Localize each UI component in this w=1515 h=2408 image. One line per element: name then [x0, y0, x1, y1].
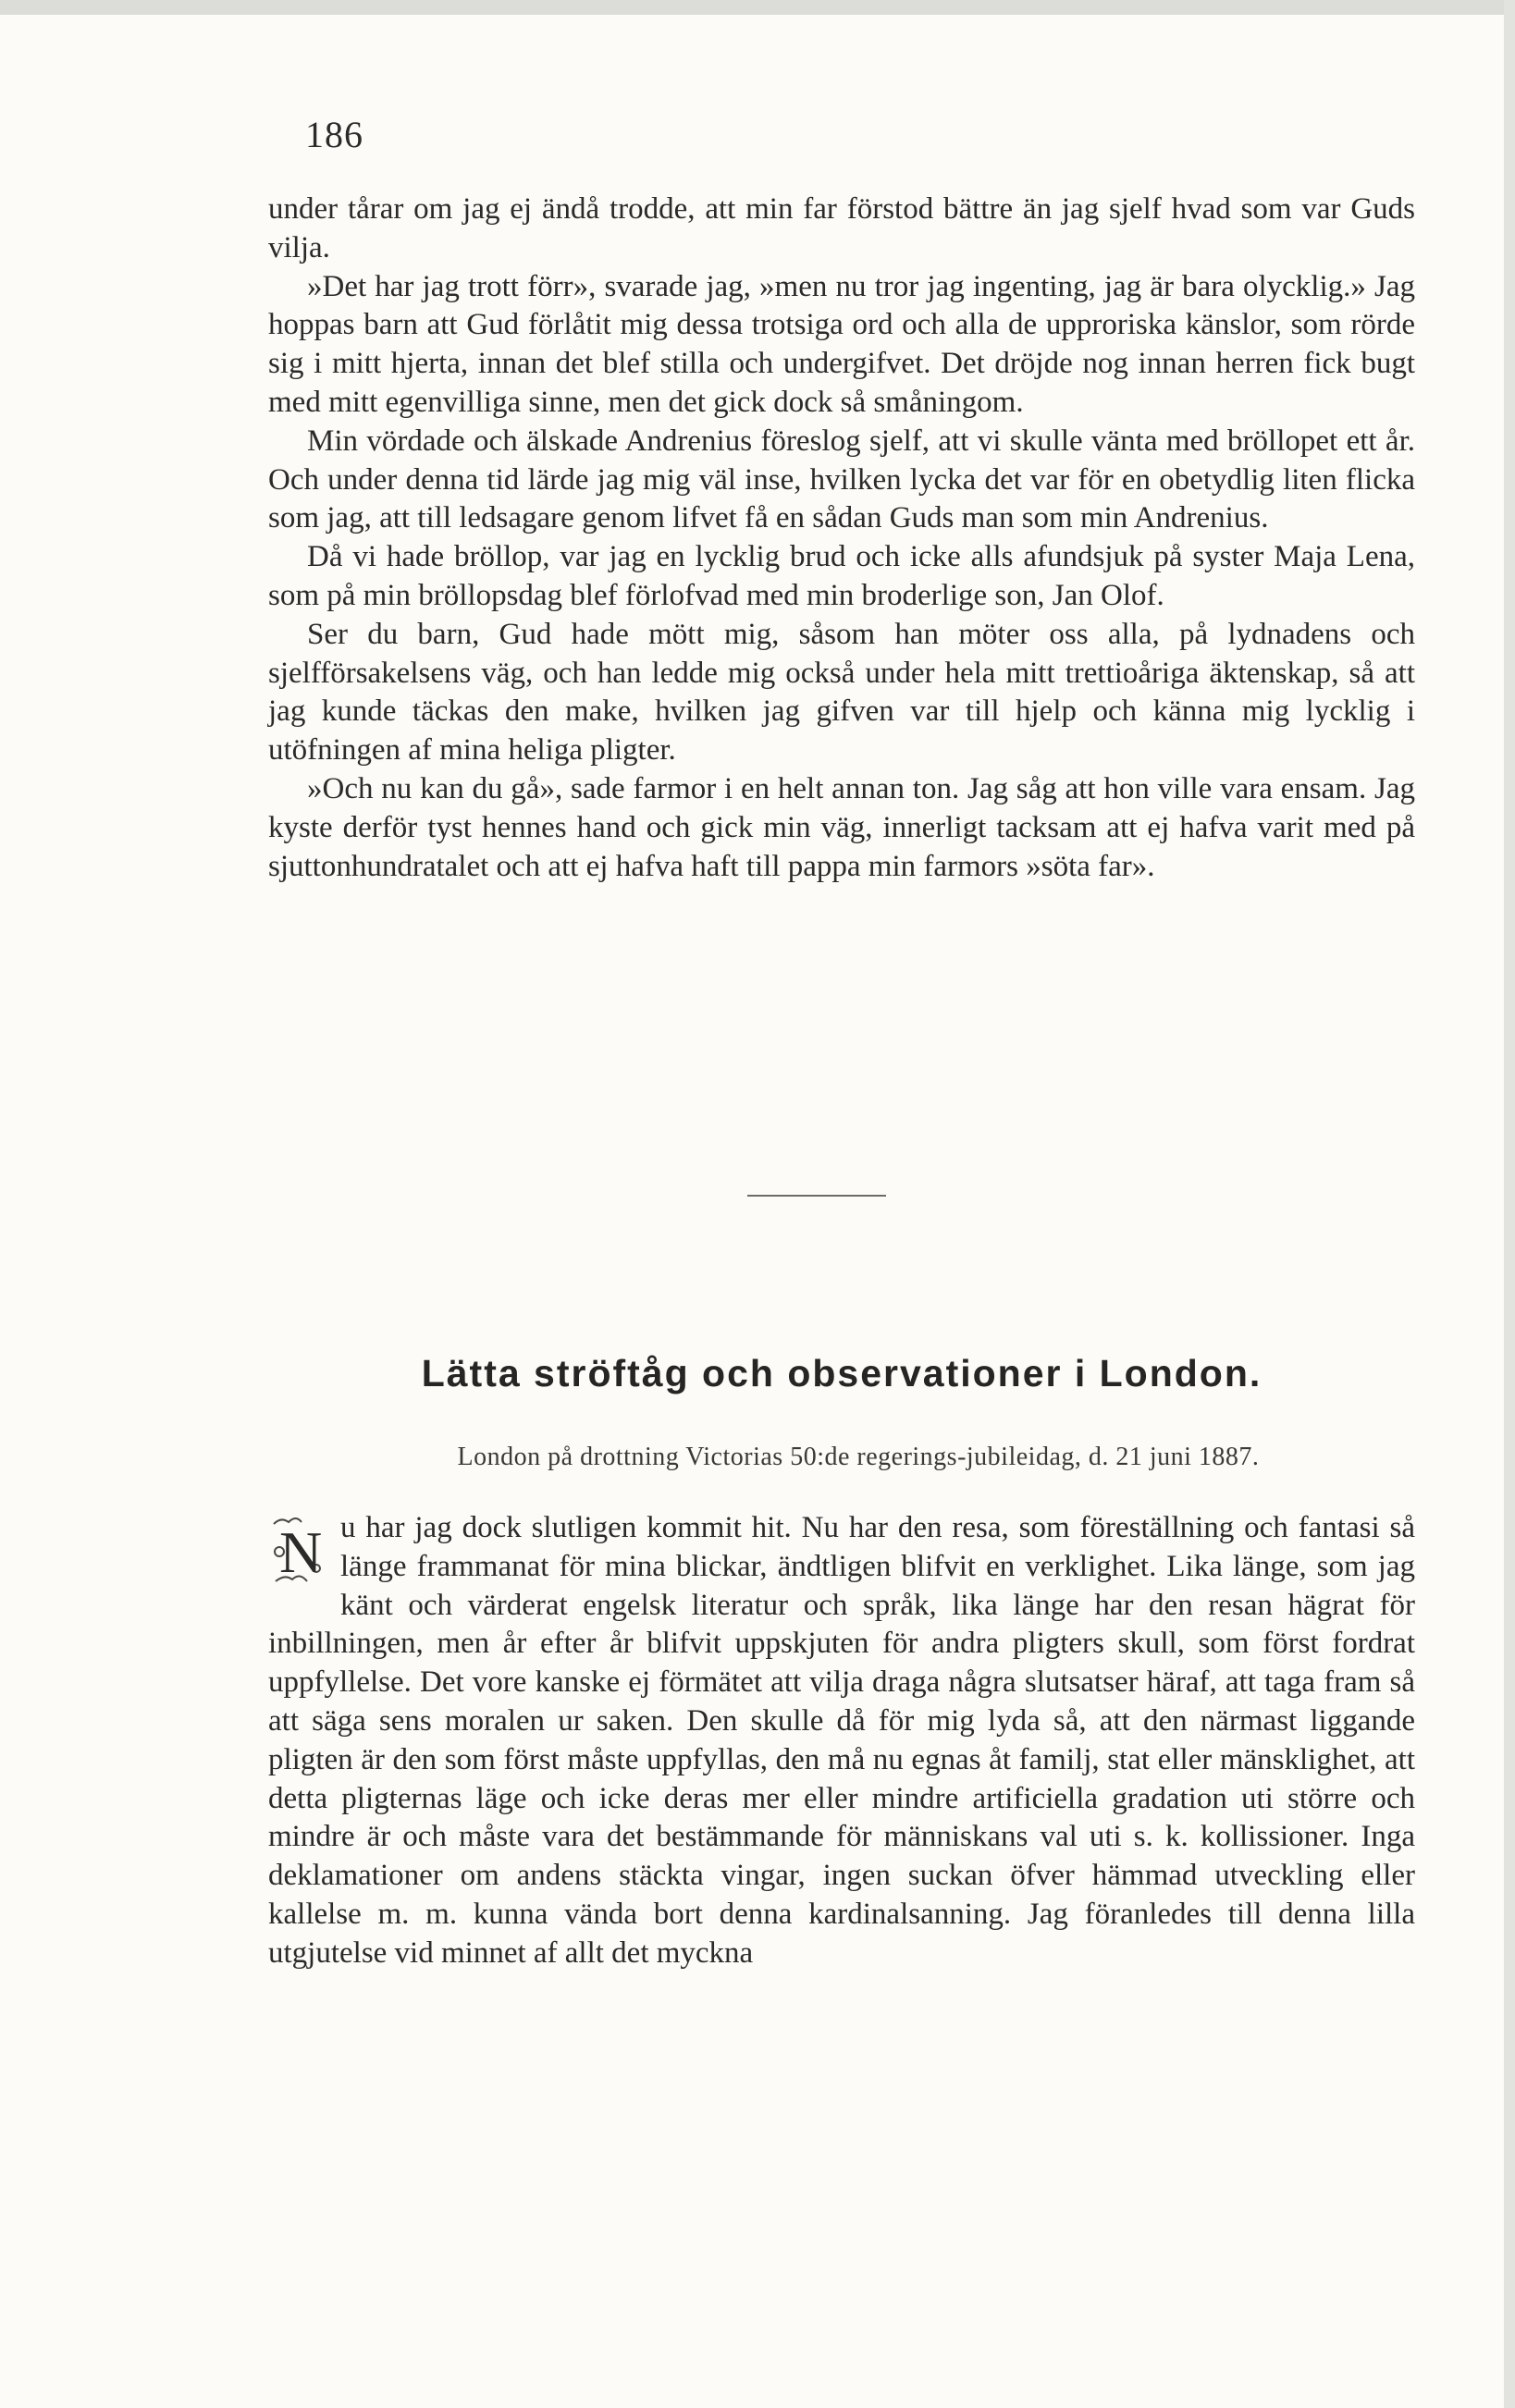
ornamental-dropcap — [268, 1515, 329, 1587]
article-dateline: London på drottning Victorias 50:de regerings-jubileidag, d. 21 juni 1887. — [457, 1443, 1260, 1471]
paragraph: Min vördade och älskade Andrenius föreslog sjelf, att vi skulle vänta med bröllopet ett år. Och under denna tid lärde jag mig väl inse, hvilken lycka det var för en obetydlig liten flicka som jag, att till ledsagare genom lifvet få en sådan Guds man som min Andrenius. — [268, 424, 1415, 535]
paragraph: under tårar om jag ej ändå trodde, att min far förstod bättre än jag sjelf hvad som var Guds vilja. — [268, 192, 1415, 264]
paragraph: Ser du barn, Gud hade mött mig, såsom han möter oss alla, på lydnadens och sjelfförsakelsens väg, och han ledde mig också under hela mitt trettioåriga äktenskap, så att jag kunde täckas den make, hvilken jag gifven var till hjelp och känna mig lycklig i utöfningen af mina heliga pligter. — [268, 617, 1415, 768]
paragraph: »Och nu kan du gå», sade farmor i en helt annan ton. Jag såg att hon ville vara ensam. Jag kyste derför tyst hennes hand och gick min väg, innerligt tacksam att ej hafva varit med på sjuttonhundratalet och att ej hafva haft till pappa min farmors »söta far». — [268, 771, 1415, 883]
article-paragraph: u har jag dock slutligen kommit hit. Nu har den resa, som föreställning och fantasi så länge frammanat för mina blickar, ändtligen blifvit en verklighet. Lika länge, som jag känt och värderat engelsk literatur och språk, lika länge har den resan hägrat för inbillningen, men år efter år blifvit uppskjuten för andra pligters skull, som först fordrat uppfyllelse. Det vore kanske ej förmätet att vilja draga några slutsatser häraf, att taga fram så att säga sens moralen ur saken. Den skulle då för mig lyda så, att den närmast liggande pligten är den som först måste uppfyllas, den må nu egnas åt familj, stat eller mänsklighet, att detta pligternas läge och icke deras mer eller mindre artificiella gradation uti större och mindre är och måste vara det bestämmande för människans val uti s. k. kollissioner. Inga deklamationer om andens stäckta vingar, ingen suckan öfver hämmad utveckling eller kallelse m. m. kunna vända bort denna kardinalsanning. Jag föranledes till denna lilla utgjutelse vid minnet af allt det myckna — [268, 1511, 1415, 1970]
article-title: Lätta ströftåg och observationer i London. — [421, 1352, 1262, 1394]
section-separator — [747, 1195, 886, 1197]
scan-border-right — [1504, 0, 1515, 2408]
scan-border-top — [0, 0, 1515, 15]
article-body — [268, 1509, 1415, 1973]
paragraph: Då vi hade bröllop, var jag en lycklig brud och icke alls afundsjuk på syster Maja Lena, som på min bröllopsdag blef förlofvad med min broderlige son, Jan Olof. — [268, 540, 1415, 612]
dropcap-letter: N — [279, 1519, 323, 1585]
page-number: 186 — [305, 114, 363, 155]
paragraph: »Det har jag trott förr», svarade jag, »men nu tror jag ingenting, jag är bara olycklig.» Jag hoppas barn att Gud förlåtit mig dessa trotsiga ord och alla de upproriska känslor, som rörde sig i mitt hjerta, innan det blef stilla och undergifvet. Det dröjde nog innan herren fick bugt med mitt egenvilliga sinne, men det gick dock så småningom. — [268, 269, 1415, 419]
story-continuation — [268, 190, 1415, 886]
